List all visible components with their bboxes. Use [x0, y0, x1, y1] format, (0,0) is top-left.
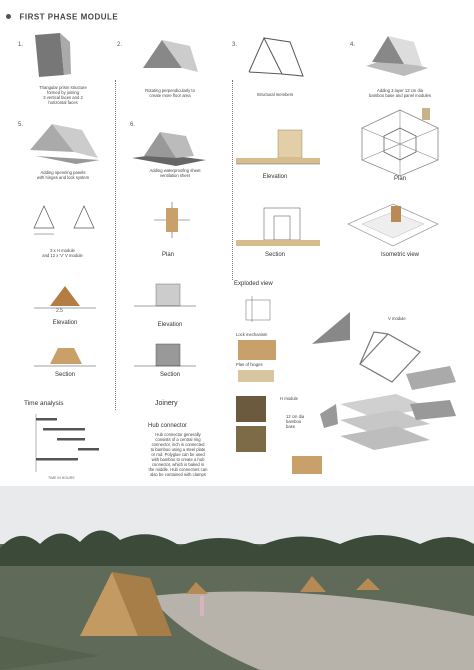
plan-label-top-right: Plan [393, 176, 406, 182]
dimension-2-5: 2.5 [56, 308, 63, 314]
lock-mechanism-label: Lock mechanism [236, 332, 268, 337]
h-module-label: H module [280, 396, 298, 401]
section-diagram-center [130, 340, 200, 372]
landscape-render [0, 486, 474, 670]
time-bar-3 [57, 438, 85, 441]
step-1-prism-diagram [30, 30, 80, 80]
step-6-number: 6. [130, 122, 136, 128]
step-5-panels-diagram [28, 120, 103, 170]
section-diagram-middle [234, 206, 324, 251]
isometric-label: Isometric view [380, 252, 419, 258]
step-4-module-diagram [362, 32, 432, 77]
step-1-number: 1. [18, 42, 24, 48]
joint-photo-2 [236, 426, 266, 452]
exploded-lock-diagram [240, 292, 280, 327]
divider-2 [232, 80, 234, 280]
header [6, 8, 118, 26]
time-analysis-chart [14, 412, 114, 482]
time-bar-1 [36, 418, 57, 421]
step-3-number: 3. [232, 42, 238, 48]
time-chart-xlabel: TIME IN HOURS [48, 476, 75, 480]
module-note: 3 x H module and 12 x 'V' V module [42, 248, 83, 258]
elevation-diagram-center [130, 280, 200, 310]
step-3-caption: Structural members [256, 92, 294, 97]
joint-photo-1 [236, 396, 266, 422]
step-1-caption: Triangular prism structure formed by joining 3 vertical faces and 2 horizontal faces [39, 85, 87, 105]
dimension-triangles [30, 200, 100, 240]
time-analysis-title: Time analysis [24, 400, 64, 407]
hub-connector-text: Hub connector generally consists of a central ring connector, inch is connected to bamboo using a steel plate or rod. Polyglue can be used with bamboo to create a hub connector, which is baked in the middle. Hub connectors can also be contained with clamps [148, 432, 208, 477]
plan-label-left: Plan [161, 252, 174, 258]
elevation-diagram-middle [234, 126, 324, 174]
bamboo-base-label: 12 cm dia bamboo base [286, 414, 305, 429]
step-5-number: 5. [18, 122, 24, 128]
exploded-assembly-diagram [300, 304, 460, 474]
step-5-caption: Adding openning panels with hinges and lock system [36, 170, 90, 180]
hinges-label: Plan of hinges [236, 362, 263, 367]
time-bar-5 [36, 458, 78, 461]
step-6-waterproof-diagram [130, 126, 210, 171]
step-3-structure-diagram [246, 34, 306, 79]
step-6-caption: Adding waterproofing sheet ventilation sheet [149, 168, 201, 178]
step-4-caption: Adding 3 layer 12 cm dia bamboo base and panel modules [369, 88, 431, 98]
time-bar-2 [43, 428, 85, 431]
isometric-diagram [346, 198, 441, 253]
joinery-label: Joinery [155, 400, 178, 407]
exploded-view-label: Exploded view [234, 281, 273, 287]
elevation-label-left: Elevation [52, 320, 78, 326]
hinges-plan [238, 370, 274, 382]
section-label-middle: Section [264, 252, 285, 258]
v-module-label: V module [388, 316, 406, 321]
elevation-label-middle: Elevation [262, 174, 288, 180]
lock-photo [238, 340, 276, 360]
section-diagram-left [30, 342, 100, 372]
step-2-prism-diagram [140, 38, 200, 78]
plan-joint-diagram [150, 200, 195, 240]
time-bar-4 [78, 448, 99, 451]
step-2-caption: Rotating perpendicularly to create more floor area [145, 88, 195, 98]
hub-connector-title: Hub connector [148, 423, 188, 429]
plan-detail-icon [420, 106, 432, 122]
step-2-number: 2. [117, 42, 123, 48]
section-label-center: Section [159, 372, 180, 378]
section-label-left: Section [54, 372, 75, 378]
page-title: FIRST PHASE MODULE [19, 12, 119, 22]
title-bullet-icon [6, 14, 11, 19]
elevation-label-center: Elevation [157, 322, 183, 328]
step-4-number: 4. [350, 42, 356, 48]
elevation-diagram-left [30, 282, 100, 314]
divider-1 [115, 80, 117, 410]
